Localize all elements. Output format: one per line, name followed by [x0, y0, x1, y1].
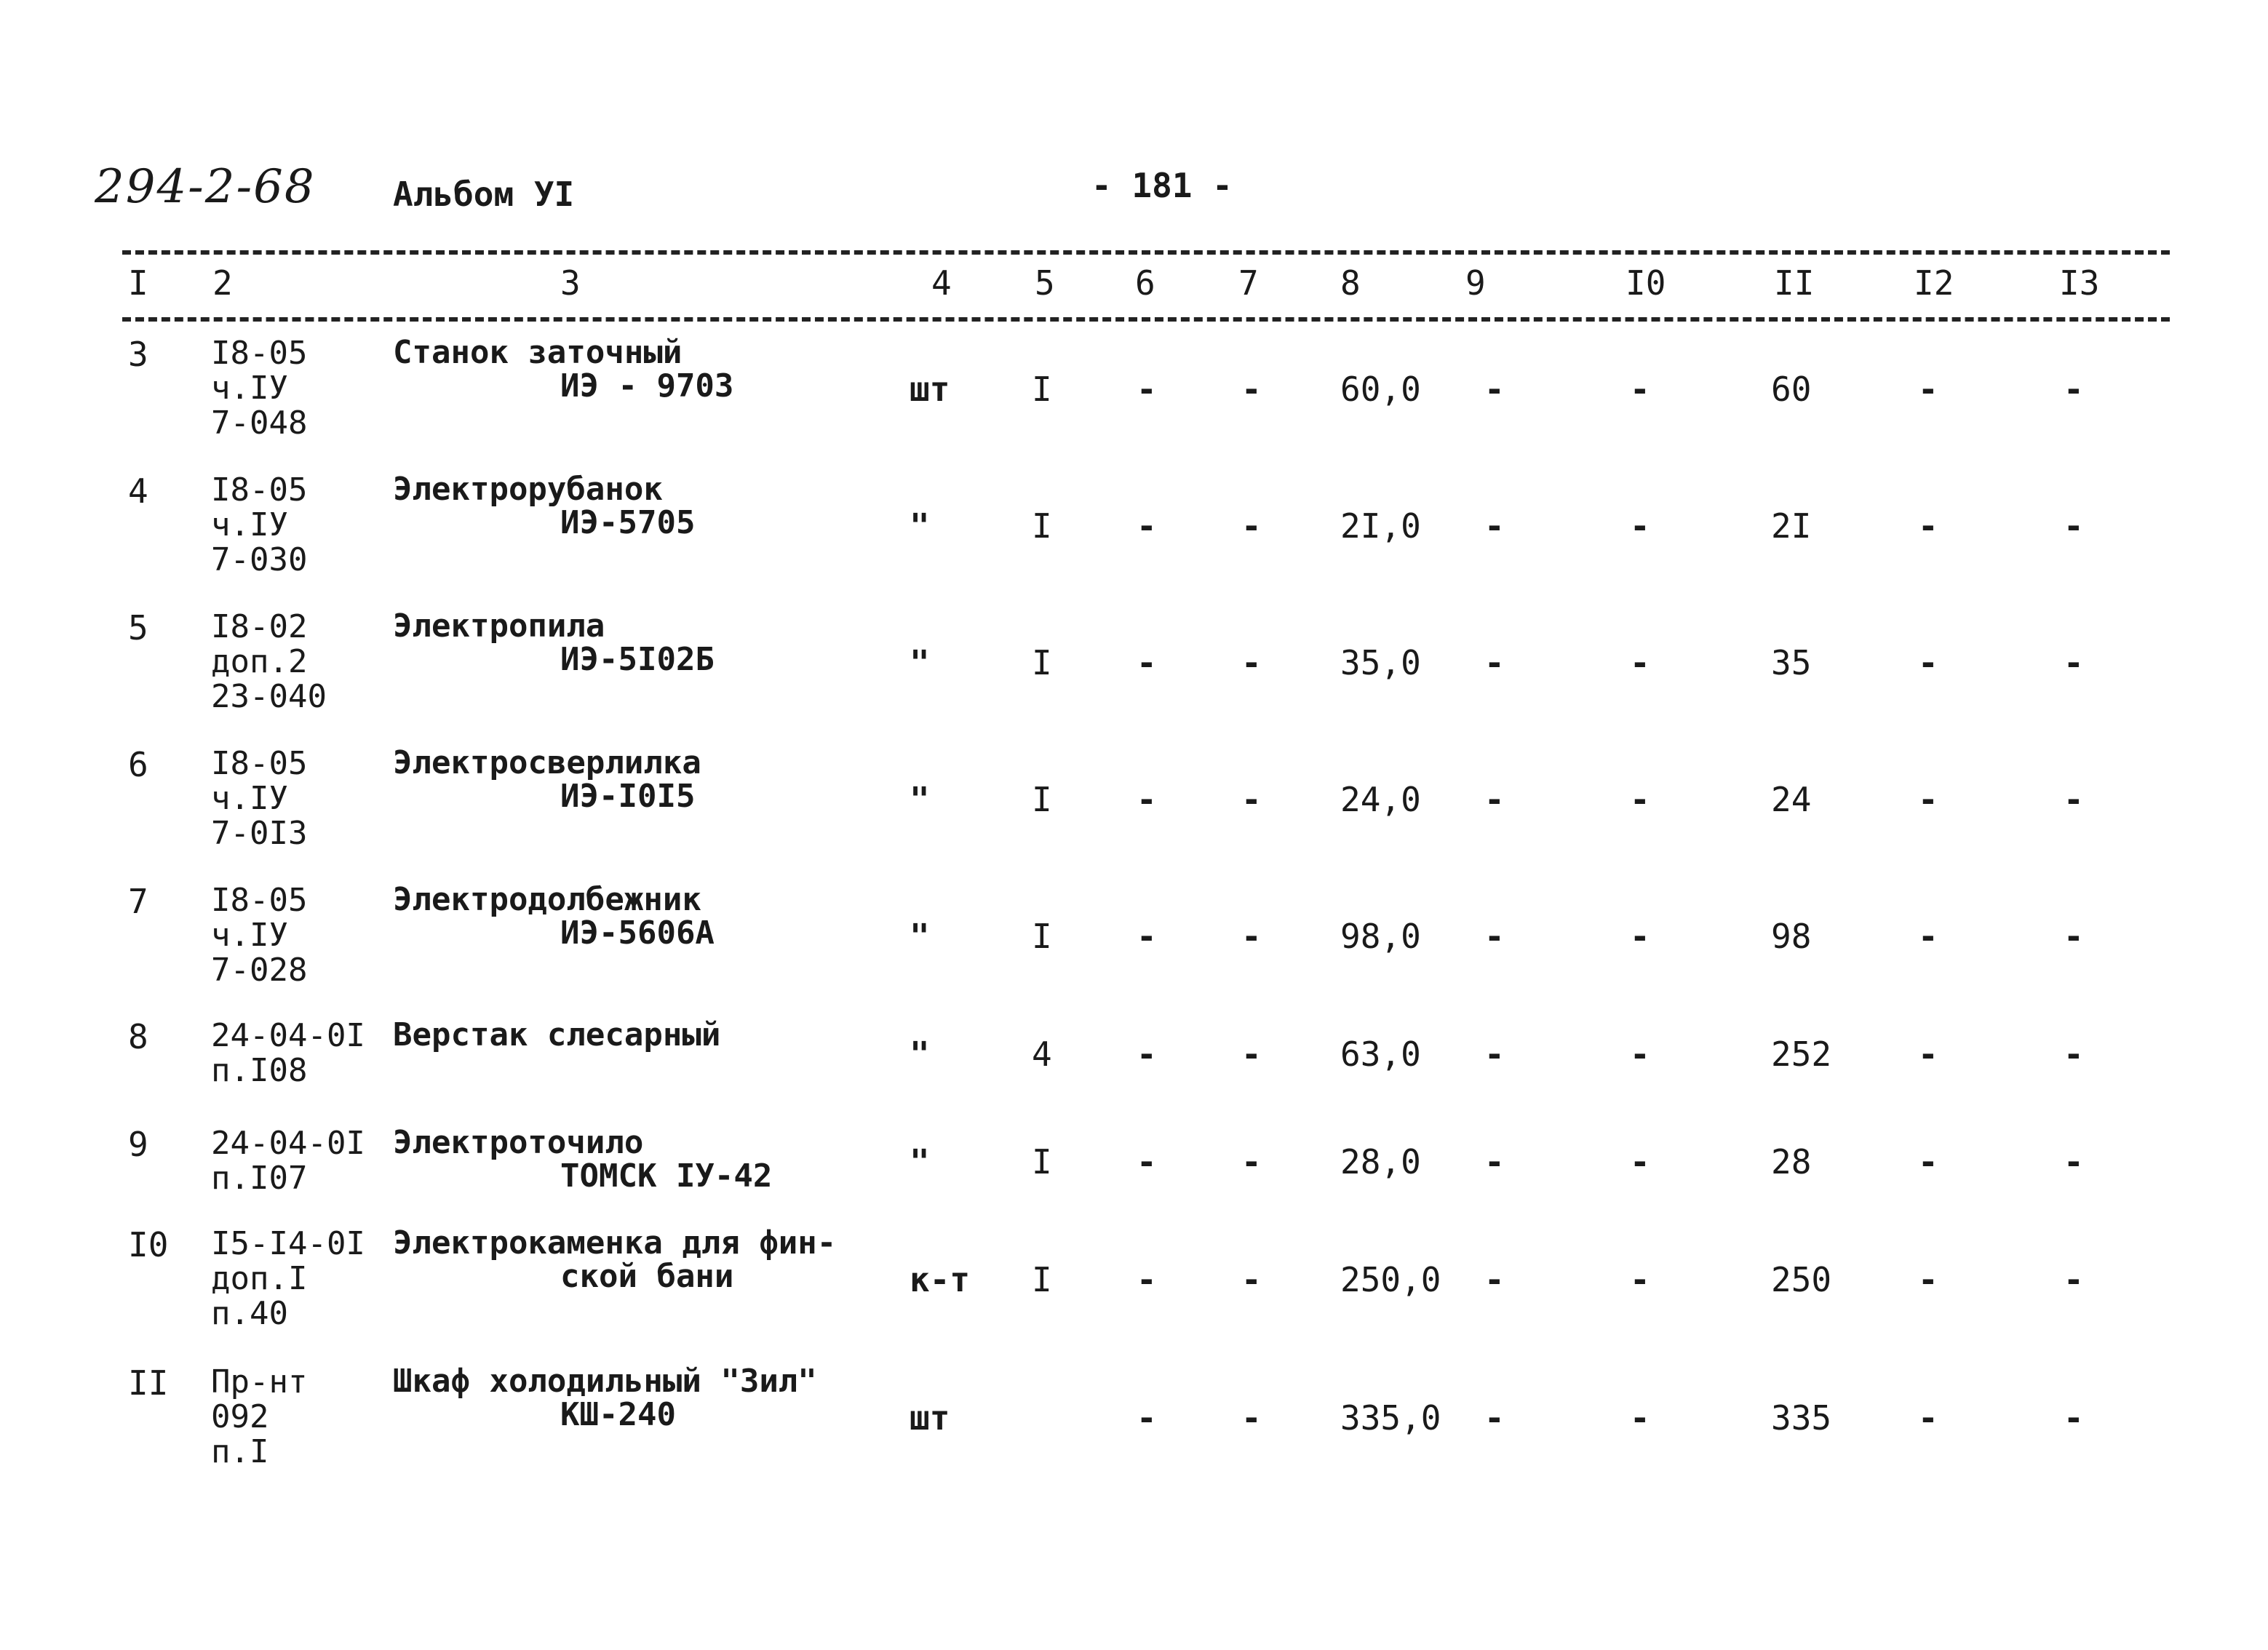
col-9-value: -	[1484, 917, 1505, 956]
equipment-name	[393, 883, 715, 950]
quantity: I	[1032, 917, 1052, 956]
price-reference-line: I8-05	[211, 882, 308, 919]
col-header-5: 5	[1035, 263, 1055, 303]
unit-of-measure: "	[910, 643, 930, 682]
quantity: I	[1032, 1260, 1052, 1299]
price-reference	[211, 1365, 307, 1470]
col-header-3: 3	[560, 263, 581, 303]
price-reference	[211, 1019, 365, 1088]
price-reference-line: I8-05	[211, 471, 308, 509]
quantity: I	[1032, 1142, 1052, 1181]
unit-cost: 250,0	[1340, 1260, 1441, 1299]
col-header-4: 4	[931, 263, 952, 303]
total-cost: 252	[1771, 1035, 1832, 1074]
col-13-value: -	[2064, 780, 2084, 819]
price-reference	[211, 1227, 365, 1331]
price-reference-line: доп.I	[211, 1260, 308, 1297]
price-reference	[211, 1126, 365, 1196]
price-reference-line: 092	[211, 1398, 269, 1435]
col-10-value: -	[1630, 1260, 1650, 1299]
unit-of-measure: "	[910, 917, 930, 956]
equipment-model: КШ-240	[560, 1396, 676, 1433]
col-9-value: -	[1484, 370, 1505, 409]
price-reference-line: 24-04-0I	[211, 1125, 365, 1162]
col-9-value: -	[1484, 506, 1505, 546]
price-reference-line: 7-028	[211, 952, 308, 989]
total-cost: 28	[1771, 1142, 1812, 1181]
col-7-value: -	[1241, 917, 1262, 956]
equipment-name-line: Шкаф холодильный "Зил"	[393, 1363, 817, 1400]
col-header-10: I0	[1626, 263, 1666, 303]
total-cost: 2I	[1771, 506, 1812, 546]
price-reference-line: I5-I4-0I	[211, 1225, 365, 1262]
col-13-value: -	[2064, 1035, 2084, 1074]
equipment-name-line: Электросверлилка	[393, 744, 701, 781]
unit-cost: 335,0	[1340, 1398, 1441, 1438]
col-6-value: -	[1137, 643, 1157, 682]
equipment-name	[393, 1224, 837, 1295]
equipment-model: ИЭ - 9703	[560, 367, 734, 404]
quantity: I	[1032, 643, 1052, 682]
equipment-model: ИЭ-I0I5	[560, 778, 696, 815]
unit-of-measure: "	[910, 1035, 930, 1074]
total-cost: 335	[1771, 1398, 1832, 1438]
col-12-value: -	[1918, 1398, 1938, 1438]
col-6-value: -	[1137, 506, 1157, 546]
col-7-value: -	[1241, 1398, 1262, 1438]
col-header-9: 9	[1465, 263, 1486, 303]
equipment-name	[393, 1126, 772, 1193]
equipment-name	[393, 607, 715, 678]
row-number: 6	[128, 745, 148, 784]
equipment-name	[393, 1016, 721, 1053]
quantity: I	[1032, 780, 1052, 819]
col-12-value: -	[1918, 1142, 1938, 1181]
col-12-value: -	[1918, 370, 1938, 409]
col-6-value: -	[1137, 370, 1157, 409]
unit-of-measure: "	[910, 506, 930, 546]
row-number: 9	[128, 1125, 148, 1164]
unit-cost: 24,0	[1340, 780, 1421, 819]
equipment-model: ИЭ-5705	[560, 504, 696, 541]
price-reference-line: п.I08	[211, 1052, 308, 1089]
equipment-name-line: Электроточило	[393, 1124, 644, 1161]
row-number: 4	[128, 471, 148, 511]
col-9-value: -	[1484, 1142, 1505, 1181]
total-cost: 24	[1771, 780, 1812, 819]
col-12-value: -	[1918, 1035, 1938, 1074]
price-reference	[211, 473, 307, 578]
quantity: I	[1032, 370, 1052, 409]
price-reference-line: 7-030	[211, 541, 308, 578]
col-6-value: -	[1137, 1035, 1157, 1074]
price-reference	[211, 883, 307, 988]
total-cost: 60	[1771, 370, 1812, 409]
price-reference-line: 23-040	[211, 678, 327, 715]
price-reference-line: п.I07	[211, 1160, 308, 1197]
col-header-8: 8	[1340, 263, 1361, 303]
equipment-name	[393, 746, 701, 813]
col-7-value: -	[1241, 780, 1262, 819]
unit-of-measure: шт	[910, 1398, 950, 1438]
col-header-13: I3	[2059, 263, 2100, 303]
row-number: II	[128, 1363, 169, 1403]
col-10-value: -	[1630, 1398, 1650, 1438]
price-reference-line: ч.IУ	[211, 917, 288, 954]
col-10-value: -	[1630, 1142, 1650, 1181]
equipment-model: ИЭ-5606А	[560, 914, 715, 952]
unit-cost: 2I,0	[1340, 506, 1421, 546]
col-12-value: -	[1918, 643, 1938, 682]
price-reference-line: ч.IУ	[211, 780, 288, 817]
equipment-name-line: Электрорубанок	[393, 471, 663, 508]
price-reference	[211, 610, 327, 714]
unit-of-measure: "	[910, 780, 930, 819]
col-13-value: -	[2064, 1142, 2084, 1181]
unit-cost: 98,0	[1340, 917, 1421, 956]
equipment-model: ТОМСК IУ-42	[560, 1157, 773, 1195]
col-7-value: -	[1241, 370, 1262, 409]
col-6-value: -	[1137, 917, 1157, 956]
col-10-value: -	[1630, 370, 1650, 409]
col-7-value: -	[1241, 643, 1262, 682]
col-9-value: -	[1484, 643, 1505, 682]
col-9-value: -	[1484, 780, 1505, 819]
col-header-11: II	[1774, 263, 1815, 303]
quantity: 4	[1032, 1035, 1052, 1074]
col-10-value: -	[1630, 1035, 1650, 1074]
price-reference-line: доп.2	[211, 643, 308, 680]
price-reference	[211, 746, 307, 851]
col-13-value: -	[2064, 1260, 2084, 1299]
price-reference-line: п.I	[211, 1433, 269, 1470]
equipment-name-line: Станок заточный	[393, 334, 683, 371]
col-10-value: -	[1630, 506, 1650, 546]
row-number: 7	[128, 882, 148, 921]
unit-cost: 60,0	[1340, 370, 1421, 409]
col-9-value: -	[1484, 1260, 1505, 1299]
price-reference-line: 7-0I3	[211, 815, 308, 852]
price-reference-line: I8-02	[211, 608, 308, 645]
col-9-value: -	[1484, 1035, 1505, 1074]
equipment-name	[393, 473, 695, 540]
album-title: Альбом УI	[393, 175, 575, 214]
document-code: 294-2-68	[95, 160, 316, 214]
equipment-name-line: Электропила	[393, 607, 605, 645]
col-12-value: -	[1918, 506, 1938, 546]
col-6-value: -	[1137, 1398, 1157, 1438]
equipment-model: ской бани	[560, 1258, 734, 1295]
col-10-value: -	[1630, 780, 1650, 819]
unit-of-measure: "	[910, 1142, 930, 1181]
row-number: 5	[128, 608, 148, 647]
price-reference-line: ч.IУ	[211, 370, 288, 407]
row-number: 8	[128, 1017, 148, 1056]
price-reference-line: п.40	[211, 1295, 288, 1332]
col-7-value: -	[1241, 1260, 1262, 1299]
col-6-value: -	[1137, 780, 1157, 819]
col-10-value: -	[1630, 643, 1650, 682]
col-13-value: -	[2064, 1398, 2084, 1438]
price-reference-line: 24-04-0I	[211, 1017, 365, 1054]
equipment-name	[393, 336, 733, 403]
equipment-name-line: Электрокаменка для фин-	[393, 1224, 837, 1262]
price-reference-line: 7-048	[211, 404, 308, 442]
row-number: I0	[128, 1225, 169, 1264]
equipment-model: ИЭ-5I02Б	[560, 641, 715, 678]
col-13-value: -	[2064, 370, 2084, 409]
col-header-1: I	[128, 263, 148, 303]
total-cost: 98	[1771, 917, 1812, 956]
price-reference-line: Пр-нт	[211, 1363, 308, 1400]
unit-of-measure: к-т	[910, 1260, 971, 1299]
col-header-12: I2	[1914, 263, 1954, 303]
col-13-value: -	[2064, 506, 2084, 546]
equipment-name-line: Электродолбежник	[393, 881, 701, 918]
unit-of-measure: шт	[910, 370, 950, 409]
price-reference	[211, 336, 307, 441]
col-7-value: -	[1241, 1035, 1262, 1074]
col-10-value: -	[1630, 917, 1650, 956]
col-header-6: 6	[1135, 263, 1155, 303]
header-top-rule	[122, 250, 2170, 255]
total-cost: 250	[1771, 1260, 1832, 1299]
page-number: - 181 -	[1091, 166, 1233, 205]
col-6-value: -	[1137, 1142, 1157, 1181]
equipment-name-line: Верстак слесарный	[393, 1016, 721, 1053]
col-9-value: -	[1484, 1398, 1505, 1438]
unit-cost: 28,0	[1340, 1142, 1421, 1181]
equipment-name	[393, 1365, 817, 1432]
col-13-value: -	[2064, 643, 2084, 682]
col-12-value: -	[1918, 780, 1938, 819]
price-reference-line: ч.IУ	[211, 506, 288, 543]
col-header-2: 2	[212, 263, 233, 303]
header-bottom-rule	[122, 317, 2170, 322]
col-7-value: -	[1241, 506, 1262, 546]
col-13-value: -	[2064, 917, 2084, 956]
unit-cost: 63,0	[1340, 1035, 1421, 1074]
quantity: I	[1032, 506, 1052, 546]
unit-cost: 35,0	[1340, 643, 1421, 682]
total-cost: 35	[1771, 643, 1812, 682]
price-reference-line: I8-05	[211, 335, 308, 372]
row-number: 3	[128, 335, 148, 374]
col-12-value: -	[1918, 917, 1938, 956]
col-12-value: -	[1918, 1260, 1938, 1299]
price-reference-line: I8-05	[211, 745, 308, 782]
col-7-value: -	[1241, 1142, 1262, 1181]
col-header-7: 7	[1238, 263, 1259, 303]
col-6-value: -	[1137, 1260, 1157, 1299]
